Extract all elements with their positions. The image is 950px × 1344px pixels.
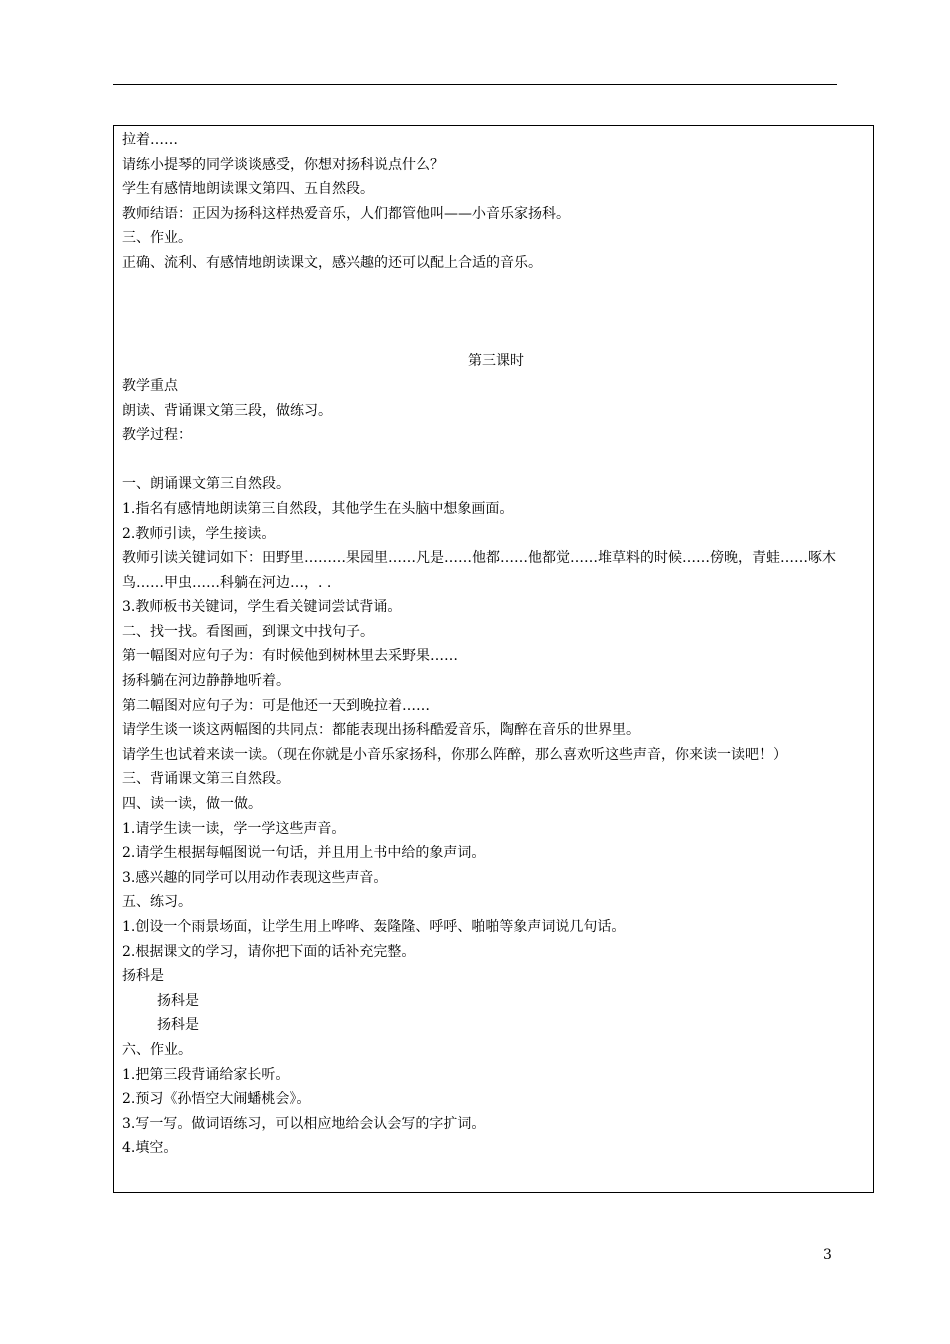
keywords-paragraph: 教师引读关键词如下：田野里………果园里……凡是……他都……他都觉……堆草料的时候……傍晚，青蛙……啄木鸟……甲虫……科躺在河边…，. .	[122, 550, 836, 591]
indented-line: 扬科是	[157, 1017, 199, 1034]
header-rule	[113, 84, 837, 85]
section-heading: 五、练习。	[122, 894, 192, 911]
blank-line	[122, 300, 870, 325]
text-line: 请学生谈一谈这两幅图的共同点：都能表现出扬科酷爱音乐，陶醉在音乐的世界里。	[122, 722, 640, 739]
text-line: 扬科是	[122, 968, 164, 985]
section-heading: 教学过程：	[122, 427, 192, 444]
section-heading: 二、找一找。看图画，到课文中找句子。	[122, 623, 374, 640]
text-line: 学生有感情地朗读课文第四、五自然段。	[122, 181, 374, 198]
text-line: 1.指名有感情地朗读第三自然段，其他学生在头脑中想象画面。	[122, 500, 514, 517]
text-line: 3.写一写。做词语练习，可以相应地给会认会写的字扩词。	[122, 1115, 486, 1132]
reading-paragraph: 请学生也试着来读一读。（现在你就是小音乐家扬科，你那么阵醉，那么喜欢听这些声音，你来读一读吧！）	[122, 746, 787, 763]
text-line: 3.教师板书关键词，学生看关键词尝试背诵。	[122, 599, 402, 616]
text-line: 正确、流利、有感情地朗读课文，感兴趣的还可以配上合适的音乐。	[122, 254, 542, 271]
lesson-title: 第三课时	[468, 353, 524, 370]
blank-line	[122, 448, 870, 473]
text-line: 扬科躺在河边静静地听着。	[122, 673, 290, 690]
text-line: 朗读、背诵课文第三段，做练习。	[122, 402, 332, 419]
section-heading: 四、读一读，做一做。	[122, 796, 262, 813]
text-line: 2.请学生根据每幅图说一句话，并且用上书中给的象声词。	[122, 845, 486, 862]
text-line: 2.教师引读，学生接读。	[122, 525, 276, 542]
lesson-plan-table	[113, 125, 874, 1193]
text-line: 拉着……	[122, 132, 178, 148]
text-line: 1.请学生读一读，学一学这些声音。	[122, 820, 346, 837]
text-line: 2.预习《孙悟空大闹蟠桃会》。	[122, 1091, 311, 1108]
text-line: 3.感兴趣的同学可以用动作表现这些声音。	[122, 869, 388, 886]
section-heading: 三、背诵课文第三自然段。	[122, 771, 290, 788]
section-heading: 六、作业。	[122, 1041, 192, 1058]
text-line: 1.把第三段背诵给家长听。	[122, 1066, 290, 1083]
text-line: 教师结语：正因为扬科这样热爱音乐，人们都管他叫——小音乐家扬科。	[122, 205, 570, 222]
text-line: 请练小提琴的同学谈谈感受，你想对扬科说点什么？	[122, 156, 444, 173]
blank-line	[122, 276, 870, 301]
text-line: 4.填空。	[122, 1140, 178, 1157]
blank-line	[122, 325, 870, 350]
text-line: 1.创设一个雨景场面，让学生用上哗哗、轰隆隆、呼呼、啪啪等象声词说几句话。	[122, 919, 626, 935]
text-line: 第二幅图对应句子为：可是他还一天到晚拉着……	[122, 697, 430, 714]
indented-line: 扬科是	[157, 992, 199, 1009]
text-line: 2.根据课文的学习，请你把下面的话补充完整。	[122, 943, 416, 960]
lesson-body	[122, 128, 870, 1161]
section-heading: 三、作业。	[122, 230, 192, 247]
text-line: 第一幅图对应句子为：有时候他到树林里去采野果……	[122, 648, 458, 665]
page-number: 3	[823, 1247, 832, 1263]
section-heading: 教学重点	[122, 377, 178, 394]
section-heading: 一、朗诵课文第三自然段。	[122, 476, 290, 493]
